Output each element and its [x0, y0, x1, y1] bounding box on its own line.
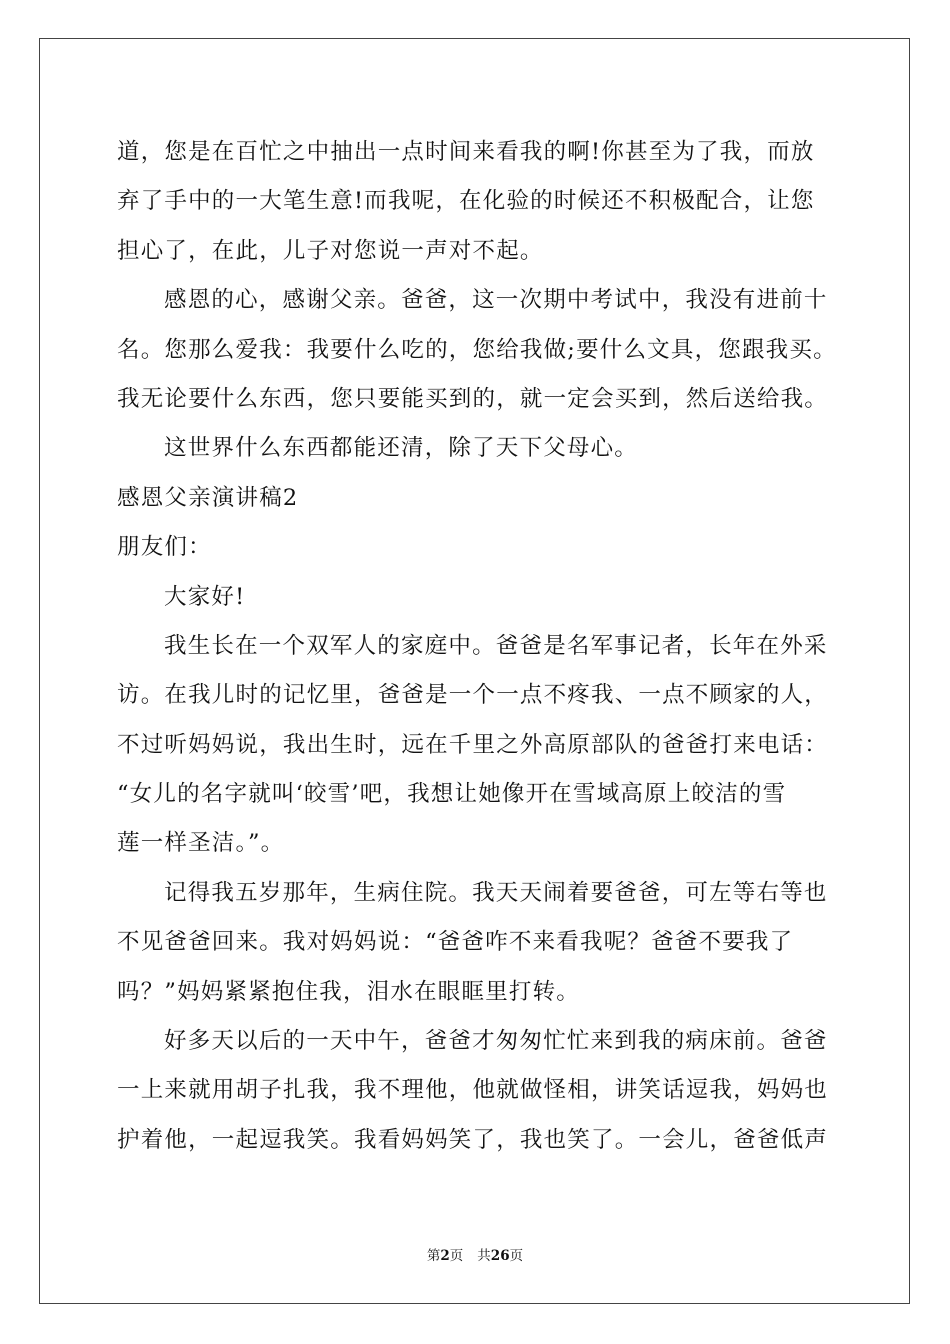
- paragraph-line: 我生长在一个双军人的家庭中。爸爸是名军事记者，长年在外采: [164, 632, 828, 659]
- page-footer: [0, 1246, 950, 1266]
- page-number: 2: [440, 1248, 450, 1264]
- paragraph-line: 好多天以后的一天中午，爸爸才匆匆忙忙来到我的病床前。爸爸: [164, 1028, 828, 1055]
- paragraph-line: 记得我五岁那年，生病住院。我天天闹着要爸爸，可左等右等也: [164, 879, 828, 906]
- section-heading: 感恩父亲演讲稿2: [117, 484, 299, 511]
- paragraph-line: 我无论要什么东西，您只要能买到的，就一定会买到，然后送给我。: [117, 385, 829, 412]
- paragraph-line: 不见爸爸回来。我对妈妈说：“爸爸咋不来看我呢？爸爸不要我了: [117, 929, 794, 956]
- paragraph-line: 不过听妈妈说，我出生时，远在千里之外高原部队的爸爸打来电话：: [117, 731, 829, 758]
- document-body: [117, 128, 837, 1165]
- page-suffix: 页: [449, 1248, 464, 1264]
- greeting: 大家好!: [164, 583, 246, 610]
- paragraph-line: 这世界什么东西都能还清，除了天下父母心。: [164, 435, 639, 462]
- paragraph-line: 吗？”妈妈紧紧抱住我，泪水在眼眶里打转。: [117, 978, 581, 1005]
- paragraph-line: 莲一样圣洁。”。: [117, 830, 285, 857]
- paragraph-line: “女儿的名字就叫‘皎雪’吧，我想让她像开在雪域高原上皎洁的雪: [117, 781, 787, 808]
- paragraph-line: 弃了手中的一大笔生意!而我呢，在化验的时候还不积极配合，让您: [117, 188, 815, 215]
- page-prefix: 第: [426, 1248, 441, 1264]
- paragraph-line: 名。您那么爱我：我要什么吃的，您给我做;要什么文具，您跟我买。: [117, 336, 837, 363]
- paragraph-line: 道，您是在百忙之中抽出一点时间来看我的啊!你甚至为了我，而放: [117, 139, 815, 165]
- total-pages: 26: [490, 1248, 510, 1264]
- total-suffix: 页: [509, 1248, 524, 1264]
- paragraph-line: 护着他，一起逗我笑。我看妈妈笑了，我也笑了。一会儿，爸爸低声: [117, 1126, 829, 1153]
- paragraph-line: 一上来就用胡子扎我，我不理他，他就做怪相，讲笑话逗我，妈妈也: [117, 1077, 829, 1104]
- total-prefix: 共: [477, 1248, 491, 1264]
- paragraph-line: 访。在我儿时的记忆里，爸爸是一个一点不疼我、一点不顾家的人，: [117, 682, 829, 709]
- paragraph-line: 感恩的心，感谢父亲。爸爸，这一次期中考试中，我没有进前十: [164, 287, 828, 314]
- salutation: 朋友们：: [117, 534, 212, 561]
- paragraph-line: 担心了，在此，儿子对您说一声对不起。: [117, 237, 544, 264]
